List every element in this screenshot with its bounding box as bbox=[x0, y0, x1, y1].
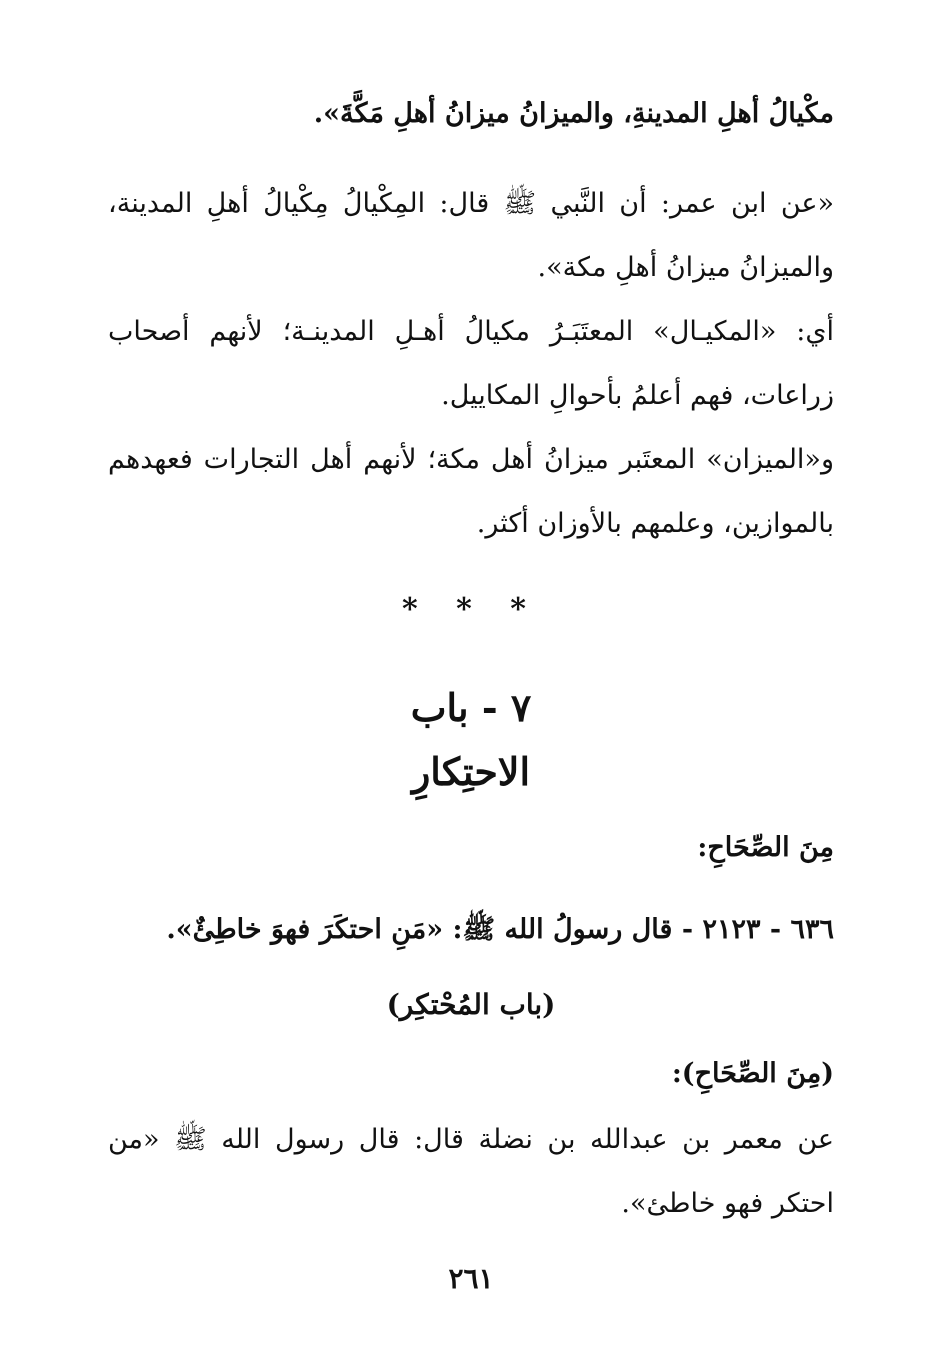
top-line: مكْيالُ أهلِ المدينةِ، والميزانُ ميزانُ أهلِ مَكَّةَ». bbox=[313, 98, 834, 129]
paragraph-mikyal-explanation: أي: «المكيـال» المعتَبَـرُ مكيالُ أهـلِ المدينـة؛ لأنهم أصحاب زراعات، فهم أعلمُ بأحوالِ المكاييل. bbox=[108, 316, 834, 411]
page-number: ٢٦١ bbox=[448, 1262, 494, 1295]
chapter-title: الاحتِكارِ bbox=[411, 749, 531, 794]
paragraph-mamar: عن معمر بن عبدالله بن نضلة قال: قال رسول الله ﷺ «من احتكر فهو خاطئ». bbox=[108, 1124, 835, 1219]
section-separator: * * * bbox=[402, 592, 540, 627]
section-label-sihah: مِنَ الصِّحَاحِ: bbox=[697, 832, 834, 863]
bab-muhtakir-heading: (باب المُحْتكِر) bbox=[386, 988, 556, 1021]
chapter-number: ٧ - باب bbox=[410, 685, 532, 730]
section-label-sihah-parenthesized: (مِنَ الصِّحَاحِ): bbox=[671, 1058, 834, 1089]
paragraph-mizan-explanation: و«الميزان» المعتَبر ميزانُ أهل مكة؛ لأنهم أهل التجارات فعهدهم بالموازين، وعلمهم بالأوزان أكثر. bbox=[108, 444, 834, 539]
hadith-line: ٦٣٦ - ٢١٢٣ - قال رسولُ الله ﷺ: «مَنِ احتكَرَ فهوَ خاطِئٌ». bbox=[166, 914, 834, 945]
paragraph-ibn-umar: «عن ابن عمر: أن النَّبي ﷺ قال: المِكْيالُ مِكْيالُ أهلِ المدينة، والميزانُ ميزانُ أهلِ مكة». bbox=[108, 188, 834, 283]
